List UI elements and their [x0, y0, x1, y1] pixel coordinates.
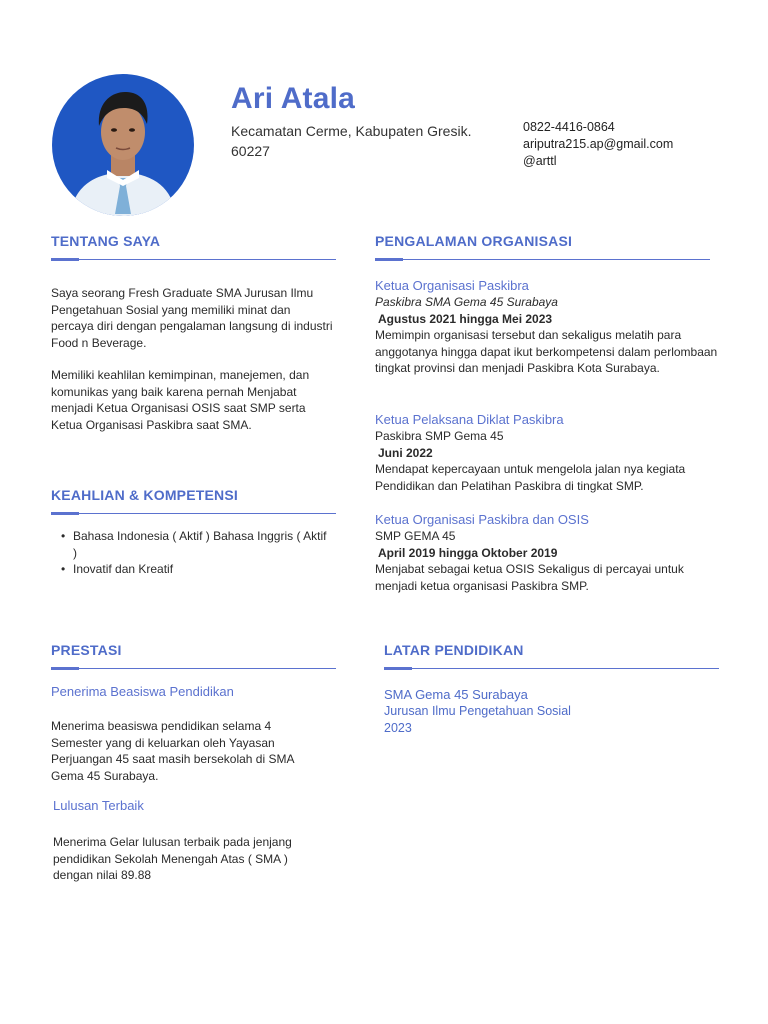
organization-role: Ketua Organisasi Paskibra dan OSIS — [375, 512, 589, 527]
education-section-divider — [384, 668, 719, 669]
organization-role: Ketua Organisasi Paskibra — [375, 278, 529, 293]
organization-description: Memimpin organisasi tersebut dan sekaligus melatih para anggotanya hingga dapat ikut berkompetensi dalam perlombaan tingkat provinsi dan menjadi Paskibra Kota Surabaya. — [375, 328, 718, 375]
organization-section-divider — [375, 259, 710, 260]
organization-entry — [375, 278, 720, 377]
social-handle: @arttl — [523, 154, 557, 168]
email-address: ariputra215.ap@gmail.com — [523, 137, 674, 151]
education-entry — [384, 686, 571, 737]
about-section-title: TENTANG SAYA — [51, 233, 161, 249]
skill-item: • Bahasa Indonesia ( Aktif ) Bahasa Inggris ( Aktif ) — [59, 528, 329, 561]
phone-number: 0822-4416-0864 — [523, 120, 615, 134]
organization-role: Ketua Pelaksana Diklat Paskibra — [375, 412, 564, 427]
education-section-title: LATAR PENDIDIKAN — [384, 642, 524, 658]
organization-description: Mendapat kepercayaan untuk mengelola jalan nya kegiata Pendidikan dan Pelatihan Paskibra di tingkat SMP. — [375, 462, 686, 493]
organization-name: SMP GEMA 45 — [375, 529, 456, 543]
organization-section-title: PENGALAMAN ORGANISASI — [375, 233, 573, 249]
organization-entry — [375, 412, 720, 494]
achievement-title: Lulusan Terbaik — [53, 798, 144, 813]
achievements-section-title: PRESTASI — [51, 642, 122, 658]
organization-description: Menjabat sebagai ketua OSIS Sekaligus di percayai untuk menjadi ketua organisasi Paskibra SMP. — [375, 562, 684, 593]
achievement-description: Menerima Gelar lulusan terbaik pada jenjang pendidikan Sekolah Menengah Atas ( SMA ) dengan nilai 89.88 — [53, 835, 292, 882]
organization-entry — [375, 512, 720, 594]
organization-name: Paskibra SMP Gema 45 — [375, 429, 504, 443]
about-paragraph-2: Memiliki keahlilan kemimpinan, manejemen, dan komunikas yang baik karena pernah Menjabat menjadi Ketua Organisasi OSIS saat SMP serta Ketua Organisasi Paskibra saat SMA. — [51, 368, 310, 432]
organization-name: Paskibra SMA Gema 45 Surabaya — [375, 295, 558, 309]
skill-item: • Inovatif dan Kreatif — [59, 561, 329, 578]
about-paragraph-1: Saya seorang Fresh Graduate SMA Jurusan Ilmu Pengetahuan Sosial yang memiliki minat dan percaya diri dengan pengalaman langsung di industri Food n Beverage. — [51, 286, 333, 350]
achievements-section-divider — [51, 668, 336, 669]
profile-photo-image — [52, 74, 194, 216]
achievement-description: Menerima beasiswa pendidikan selama 4 Semester yang di keluarkan oleh Yayasan Perjuangan 45 saat masih bersekolah di SMA Gema 45 Surabaya. — [51, 719, 294, 783]
organization-period: April 2019 hingga Oktober 2019 — [378, 545, 558, 560]
achievement-title: Penerima Beasiswa Pendidikan — [51, 684, 234, 699]
skills-section-divider — [51, 513, 336, 514]
profile-photo — [52, 74, 194, 216]
education-year: 2023 — [384, 721, 412, 735]
education-major: Jurusan Ilmu Pengetahuan Sosial — [384, 704, 571, 718]
skills-list — [59, 528, 329, 578]
skills-section-title: KEAHLIAN & KOMPETENSI — [51, 487, 238, 503]
candidate-name: Ari Atala — [231, 82, 356, 115]
contact-info — [523, 119, 673, 170]
address: Kecamatan Cerme, Kabupaten Gresik. 60227 — [231, 123, 472, 159]
organization-period: Agustus 2021 hingga Mei 2023 — [378, 311, 553, 326]
about-section-divider — [51, 259, 336, 260]
organization-period: Juni 2022 — [378, 445, 433, 460]
education-school: SMA Gema 45 Surabaya — [384, 687, 528, 702]
